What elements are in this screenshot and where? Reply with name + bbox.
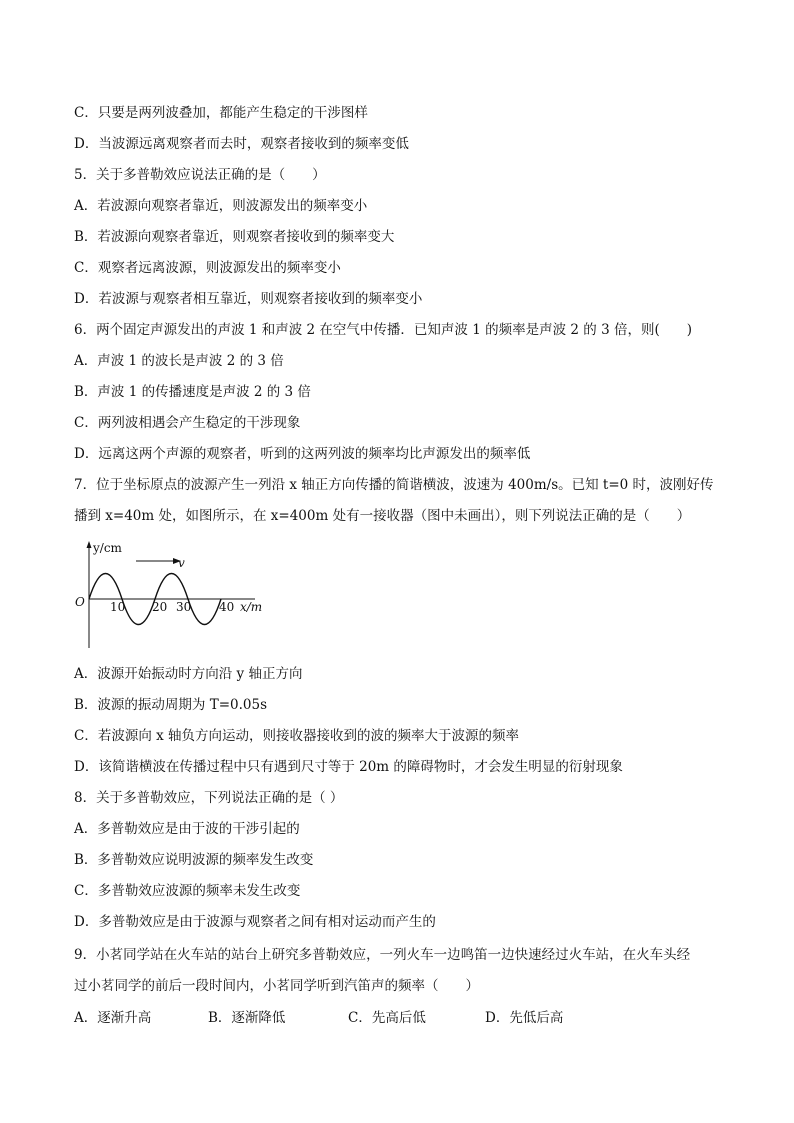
velocity-label: v (178, 556, 185, 570)
y-axis-label: y/cm (93, 541, 122, 555)
line-9: A．声波 1 的波长是声波 2 的 3 倍 (74, 353, 284, 369)
line-5: B．若波源向观察者靠近，则观察者接收到的频率变大 (74, 229, 395, 245)
line-24: 9．小茗同学站在火车站的站台上研究多普勒效应，一列火车一边鸣笛一边快速经过火车站，在火车头经 (74, 947, 691, 963)
tick-40: 40 (219, 600, 235, 614)
q9-option-d: D．先低后高 (485, 1010, 564, 1026)
line-4: A．若波源向观察者靠近，则波源发出的频率变小 (74, 198, 368, 214)
line-2: D．当波源远离观察者而去时，观察者接收到的频率变低 (74, 136, 409, 152)
line-18: D．该简谐横波在传播过程中只有遇到尺寸等于 20m 的障碍物时，才会发生明显的衍射现象 (74, 759, 623, 775)
line-11: C．两列波相遇会产生稳定的干涉现象 (74, 415, 301, 431)
line-19: 8．关于多普勒效应，下列说法正确的是（ ） (74, 790, 344, 806)
line-16: B．波源的振动周期为 T=0.05s (74, 697, 268, 713)
line-22: C．多普勒效应波源的频率未发生改变 (74, 883, 301, 899)
line-12: D．远离这两个声源的观察者，听到的这两列波的频率均比声源发出的频率低 (74, 446, 531, 462)
line-15: A．波源开始振动时方向沿 y 轴正方向 (74, 666, 303, 682)
line-20: A．多普勒效应是由于波的干涉引起的 (74, 821, 300, 837)
y-axis-arrow (87, 541, 92, 548)
tick-20: 20 (152, 600, 168, 614)
line-1: C．只要是两列波叠加，都能产生稳定的干涉图样 (74, 105, 368, 121)
q9-options (74, 1009, 563, 1027)
line-10: B．声波 1 的传播速度是声波 2 的 3 倍 (74, 384, 311, 400)
line-21: B．多普勒效应说明波源的频率发生改变 (74, 852, 314, 868)
q9-option-b: B．逐渐降低 (208, 1010, 286, 1026)
q9-option-c: C．先高后低 (348, 1010, 426, 1026)
line-13: 7．位于坐标原点的波源产生一列沿 x 轴正方向传播的简谐横波，波速为 400m/s。已知 t=0 时，波刚好传 (74, 477, 714, 493)
line-17: C．若波源向 x 轴负方向运动，则接收器接收到的波的频率大于波源的频率 (74, 728, 520, 744)
tick-30: 30 (176, 600, 192, 614)
line-25: 过小茗同学的前后一段时间内，小茗同学听到汽笛声的频率（ ） (74, 978, 479, 994)
q9-option-a: A．逐渐升高 (74, 1010, 152, 1026)
line-23: D．多普勒效应是由于波源与观察者之间有相对运动而产生的 (74, 914, 436, 930)
wave-figure (70, 540, 270, 652)
line-14: 播到 x=40m 处，如图所示，在 x=400m 处有一接收器（图中未画出），则下列说法正确的是（ ） (74, 508, 691, 524)
line-8: 6．两个固定声源发出的声波 1 和声波 2 在空气中传播．已知声波 1 的频率是声波 2 的 3 倍，则( ) (74, 322, 692, 338)
origin-label: O (75, 595, 85, 609)
line-7: D．若波源与观察者相互靠近，则观察者接收到的频率变小 (74, 291, 423, 307)
x-axis-label: x/m (240, 600, 263, 614)
line-3: 5．关于多普勒效应说法正确的是（ ） (74, 167, 326, 183)
line-6: C．观察者远离波源，则波源发出的频率变小 (74, 260, 341, 276)
tick-10: 10 (110, 600, 126, 614)
